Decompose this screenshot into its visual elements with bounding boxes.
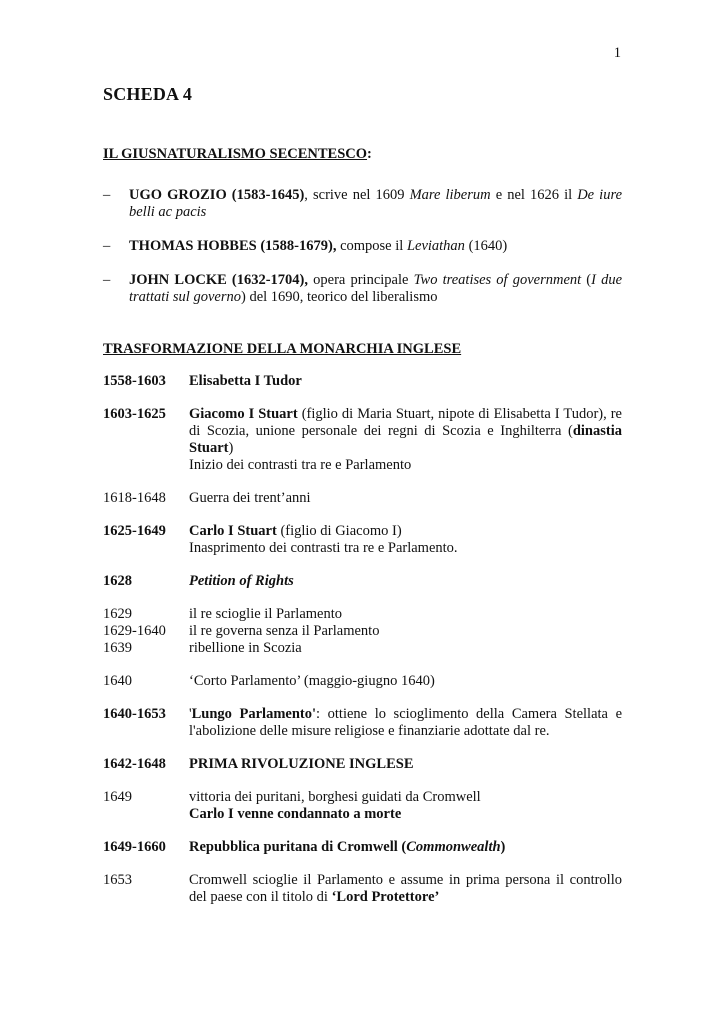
timeline-desc [189, 673, 622, 690]
section-heading-giusnaturalismo [103, 146, 372, 163]
event-bold: Repubblica puritana di Cromwell ( [189, 839, 407, 855]
event-line: Inasprimento dei contrasti tra re e Parlamento. [189, 540, 458, 556]
dash-bullet: – [103, 272, 111, 288]
timeline-year: 1653 [103, 872, 132, 888]
philosopher-name: UGO GROZIO (1583-1645) [129, 187, 305, 203]
dash-bullet: – [103, 238, 111, 254]
timeline-desc [189, 706, 622, 740]
timeline-year: 1639 [103, 640, 132, 656]
event-bold: Carlo I Stuart [189, 523, 277, 539]
event-bold: ) [500, 839, 506, 855]
item-text: compose il [336, 238, 407, 254]
event-bold-italic: Petition of Rights [189, 573, 294, 589]
timeline-row [103, 606, 622, 623]
work-title: De iure belli ac pacis [129, 187, 623, 220]
event-text: il re scioglie il Parlamento [189, 606, 343, 622]
event-text: ribellione in Scozia [189, 640, 302, 656]
timeline-year: 1629-1640 [103, 623, 166, 639]
event-text: il re governa senza il Parlamento [189, 623, 380, 639]
event-text: (figlio di Giacomo I) [276, 523, 402, 539]
work-title: Mare liberum [409, 187, 491, 203]
timeline-desc [189, 839, 622, 856]
event-text: ‘Corto Parlamento’ (maggio-giugno 1640) [189, 673, 435, 689]
timeline-row [103, 839, 622, 856]
timeline-year: 1558-1603 [103, 373, 166, 389]
event-bold: PRIMA RIVOLUZIONE INGLESE [189, 756, 414, 772]
item-text: , scrive nel 1609 [304, 187, 410, 203]
timeline-desc [189, 606, 622, 623]
event-line: Inizio dei contrasti tra re e Parlamento [189, 457, 412, 473]
timeline-row [103, 490, 622, 507]
timeline-row [103, 406, 622, 474]
timeline-year: 1629 [103, 606, 132, 622]
timeline-desc [189, 623, 622, 640]
list-item-hobbes [103, 238, 622, 255]
event-text: Guerra dei trent’anni [189, 490, 311, 506]
timeline-row [103, 573, 622, 590]
event-text: : ottiene lo scioglimento della Camera Stellata e l'abolizione delle misure religiose e finanziarie adottate dal re. [189, 706, 623, 739]
list-item-locke [103, 272, 622, 306]
philosopher-name: THOMAS HOBBES (1588-1679), [129, 238, 337, 254]
timeline-desc [189, 490, 622, 507]
timeline-row [103, 789, 622, 823]
timeline-row [103, 523, 622, 557]
event-text: ) [228, 440, 234, 456]
item-text: ( [581, 272, 592, 288]
event-text: (figlio di Maria Stuart, nipote di Elisabetta I Tudor), re di Scozia, unione personale dei regni di Scozia e Inghilterra ( [189, 406, 622, 439]
timeline-row [103, 623, 622, 640]
timeline-row [103, 756, 622, 773]
heading-colon: : [367, 146, 372, 162]
item-text: e nel 1626 il [490, 187, 578, 203]
dash-bullet: – [103, 187, 111, 203]
timeline-year: 1649-1660 [103, 839, 166, 855]
section-heading-monarchia: TRASFORMAZIONE DELLA MONARCHIA INGLESE [103, 341, 462, 357]
timeline-desc [189, 789, 622, 823]
list-item-grozio [103, 187, 622, 221]
event-bold: ‘Lord Protettore’ [331, 889, 440, 905]
item-text: ) del 1690, teorico del liberalismo [240, 289, 438, 305]
work-title: I due trattati sul governo [129, 272, 623, 305]
item-text: (1640) [464, 238, 508, 254]
event-bold: Giacomo I Stuart [189, 406, 298, 422]
event-bold: dinastia Stuart [189, 423, 622, 456]
timeline-row [103, 706, 622, 740]
page-title: SCHEDA 4 [103, 84, 193, 104]
timeline-desc [189, 872, 622, 906]
event-text: vittoria dei puritani, borghesi guidati da Cromwell [189, 789, 481, 805]
work-title: Two treatises of government [413, 272, 582, 288]
timeline-year: 1640 [103, 673, 132, 689]
event-text: Cromwell scioglie il Parlamento e assume in prima persona il controllo del paese con il titolo di [189, 872, 622, 905]
timeline-year: 1603-1625 [103, 406, 166, 422]
timeline-row [103, 640, 622, 657]
timeline-row [103, 373, 622, 390]
timeline-desc [189, 573, 622, 590]
timeline-year: 1628 [103, 573, 132, 589]
timeline-desc [189, 523, 622, 557]
timeline [103, 373, 622, 922]
timeline-desc [189, 640, 622, 657]
timeline-desc [189, 756, 622, 773]
timeline-row [103, 872, 622, 906]
event-bold: Lungo Parlamento' [191, 706, 317, 722]
page-number: 1 [613, 45, 621, 61]
timeline-year: 1625-1649 [103, 523, 166, 539]
timeline-desc [189, 373, 622, 390]
event-bold: Elisabetta I Tudor [189, 373, 302, 389]
timeline-year: 1642-1648 [103, 756, 166, 772]
work-title: Leviathan [406, 238, 465, 254]
event-line-bold: Carlo I venne condannato a morte [189, 806, 402, 822]
section-heading-text: IL GIUSNATURALISMO SECENTESCO [103, 146, 368, 162]
timeline-year: 1640-1653 [103, 706, 166, 722]
event-text: ' [189, 706, 192, 722]
item-text: opera principale [308, 272, 414, 288]
timeline-desc [189, 406, 622, 474]
philosopher-name: JOHN LOCKE (1632-1704), [129, 272, 309, 288]
event-bold-italic: Commonwealth [406, 839, 501, 855]
timeline-row [103, 673, 622, 690]
timeline-year: 1649 [103, 789, 132, 805]
timeline-year: 1618-1648 [103, 490, 166, 506]
philosophers-list [103, 187, 622, 323]
